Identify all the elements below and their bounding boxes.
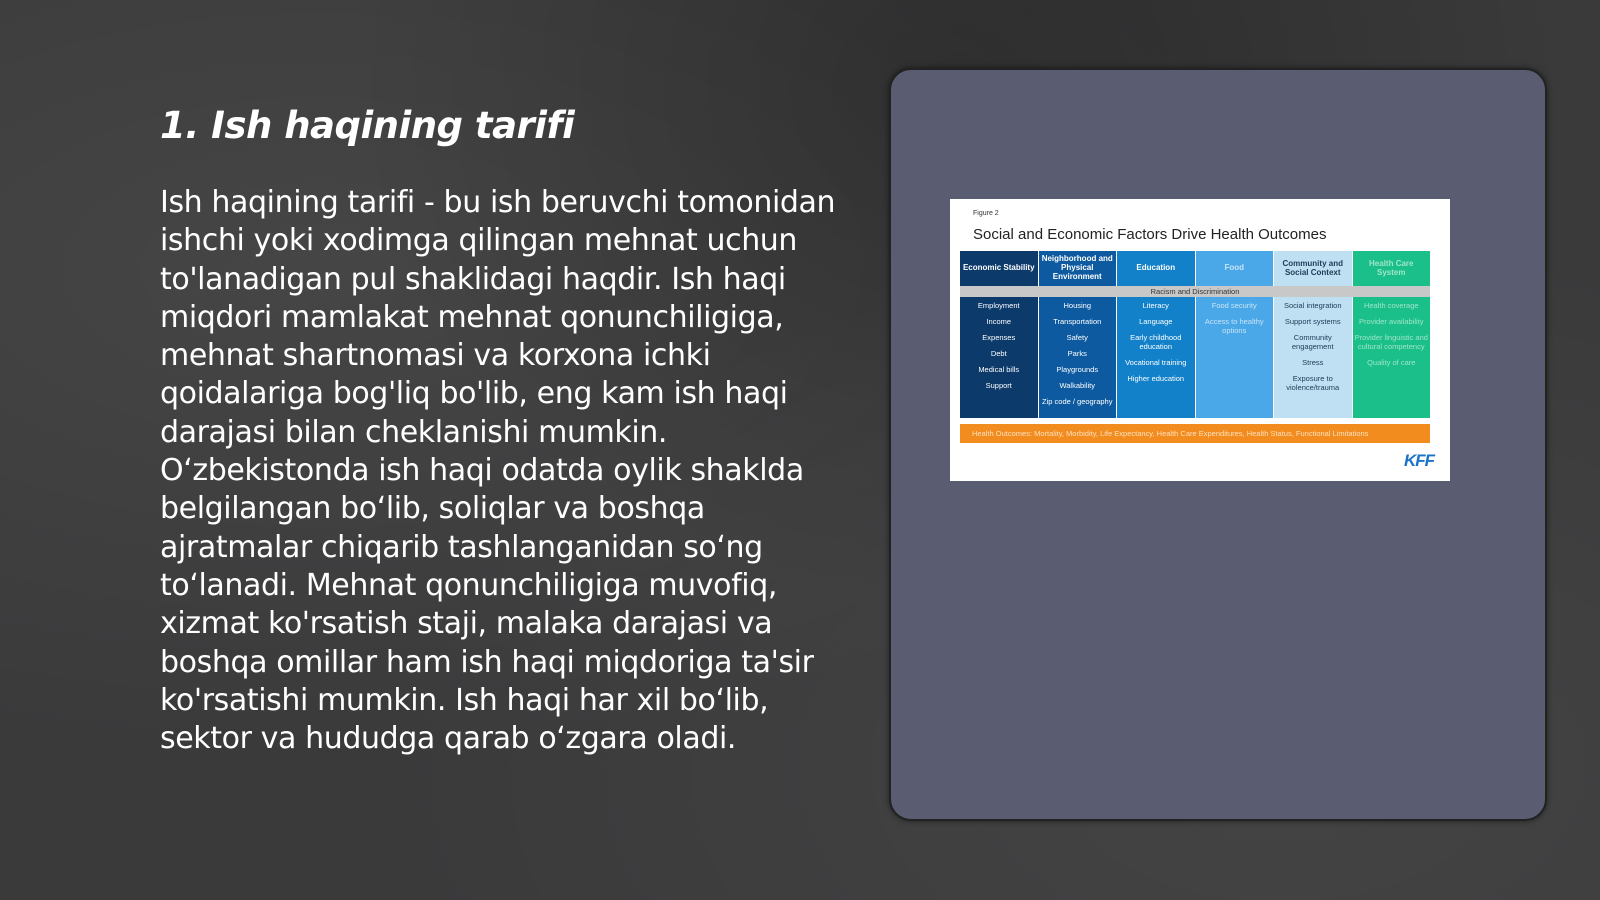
- column-items: [1274, 301, 1352, 399]
- column-header: Economic Stability: [960, 251, 1038, 284]
- column-items: [1117, 301, 1195, 390]
- column-header: Food: [1224, 263, 1245, 272]
- kff-logo: KFF: [1403, 451, 1434, 470]
- column-items: [1353, 301, 1431, 374]
- figure-title: Social and Economic Factors Drive Health Outcomes: [973, 226, 1327, 243]
- slide-title: 1. Ish haqining tarifi: [160, 104, 575, 147]
- column-items: [1196, 301, 1274, 342]
- column-item: Medical bills: [978, 365, 1020, 374]
- column-header: Community and Social Context: [1282, 258, 1343, 277]
- column-item: Zip code / geography: [1042, 397, 1113, 406]
- column-food: [1195, 251, 1274, 418]
- column-item: Safety: [1066, 333, 1088, 342]
- column-neighborhood: [1038, 251, 1117, 418]
- column-item: Exposure to violence/trauma: [1286, 374, 1340, 392]
- health-factors-figure: [950, 199, 1450, 481]
- column-item: Higher education: [1127, 374, 1185, 383]
- column-item: Language: [1139, 317, 1173, 326]
- column-item: Parks: [1067, 349, 1087, 358]
- column-item: Food security: [1211, 301, 1257, 310]
- column-header: Education: [1136, 263, 1176, 272]
- column-item: Employment: [977, 301, 1020, 310]
- column-item: Vocational training: [1125, 358, 1187, 367]
- column-economic-stability: [960, 251, 1038, 418]
- column-item: Social integration: [1283, 301, 1342, 310]
- column-item: Quality of care: [1367, 358, 1416, 367]
- figure-label: Figure 2: [973, 210, 999, 217]
- column-item: Transportation: [1053, 317, 1102, 326]
- column-item: Literacy: [1142, 301, 1169, 310]
- column-item: Early childhood education: [1130, 333, 1182, 351]
- column-item: Support: [985, 381, 1012, 390]
- racism-discrimination-band: Racism and Discrimination: [960, 286, 1430, 297]
- column-item: Walkability: [1059, 381, 1096, 390]
- column-item: Expenses: [982, 333, 1016, 342]
- column-header: Neighborhood and Physical Environment: [1041, 254, 1113, 281]
- column-item: Income: [986, 317, 1012, 326]
- column-community: [1273, 251, 1352, 418]
- column-item: Access to healthy options: [1204, 317, 1264, 335]
- column-item: Community engagement: [1291, 333, 1334, 351]
- column-item: Health coverage: [1363, 301, 1419, 310]
- slide-body-text: Ish haqining tarifi - bu ish beruvchi tomonidan ishchi yoki xodimga qilingan mehnat uchun to'lanadigan pul shaklidagi haqdir. Ish haqi miqdori mamlakat mehnat qonunchiligiga, mehnat shartnomasi va korxona ichki qoidalariga bog'liq bo'lib, eng kam ish haqi darajasi bilan cheklanishi mumkin. O‘zbekistonda ish haqi odatda oylik shaklda belgilangan bo‘lib, soliqlar va boshqa ajratmalar chiqarib tashlanganidan so‘ng to‘lanadi. Mehnat qonunchiligiga muvofiq, xizmat ko'rsatish staji, malaka darajasi va boshqa omillar ham ish haqi miqdoriga ta'sir ko'rsatishi mumkin. Ish haqi har xil bo‘lib, sektor va hududga qarab o‘zgara oladi.: [160, 185, 836, 757]
- column-item: Housing: [1063, 301, 1092, 310]
- column-items: [1039, 301, 1117, 413]
- factor-columns: [960, 251, 1430, 418]
- column-item: Debt: [990, 349, 1007, 358]
- column-education: [1116, 251, 1195, 418]
- column-item: Support systems: [1284, 317, 1341, 326]
- column-header: Health Care System: [1369, 258, 1414, 277]
- column-health-care: [1352, 251, 1431, 418]
- health-outcomes-bar: Health Outcomes: Mortality, Morbidity, Life Expectancy, Health Care Expenditures, Health Status, Functional Limitations: [960, 424, 1430, 443]
- column-items: [960, 301, 1038, 397]
- column-item: Provider linguistic and cultural competency: [1354, 333, 1428, 351]
- column-item: Provider availability: [1358, 317, 1424, 326]
- column-item: Playgrounds: [1056, 365, 1099, 374]
- column-item: Stress: [1302, 358, 1324, 367]
